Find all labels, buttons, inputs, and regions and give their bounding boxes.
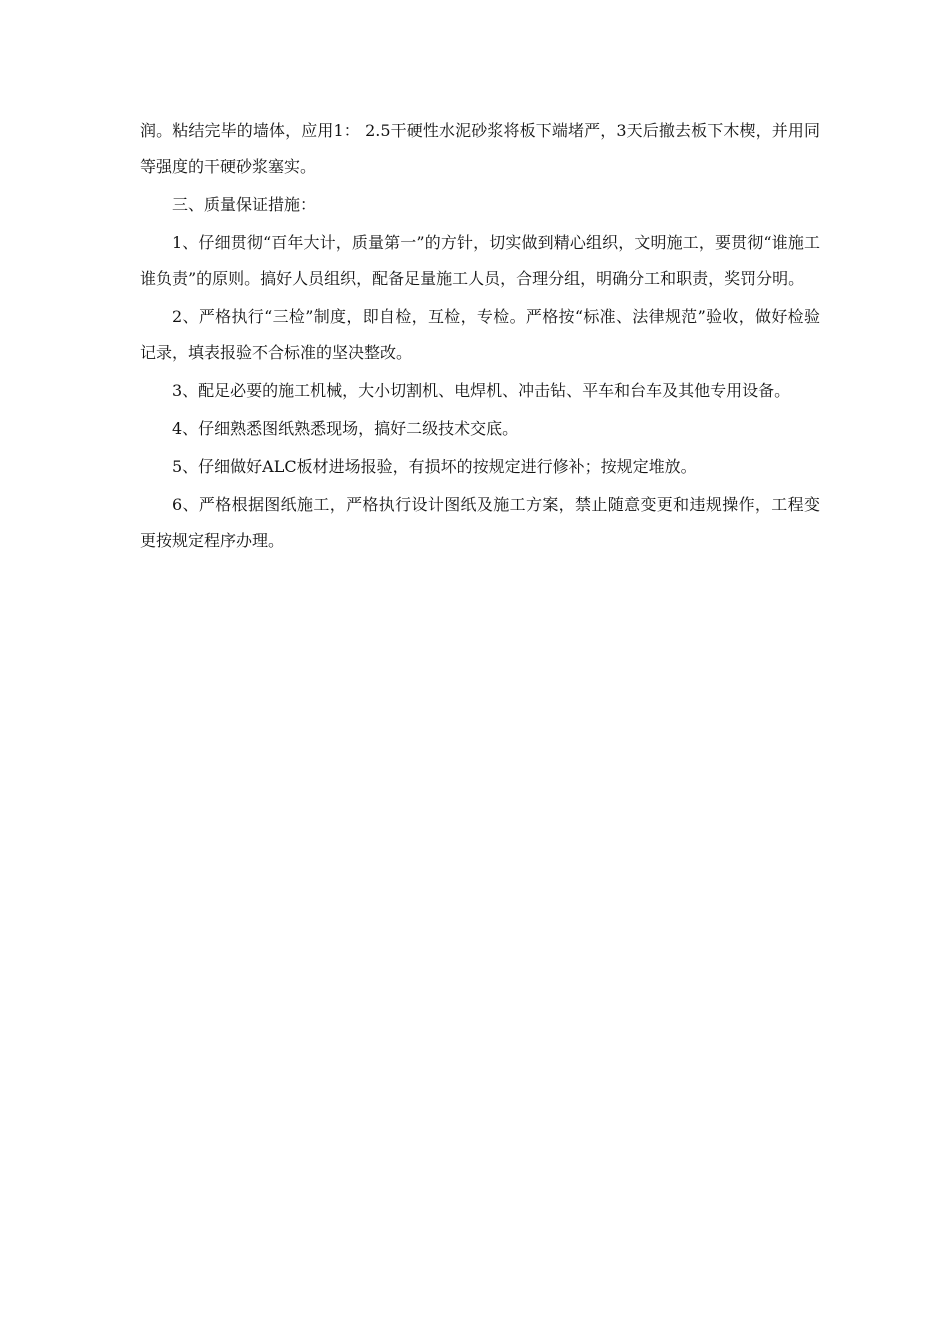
document-body: [140, 113, 820, 561]
list-item-1: 1、仔细贯彻“百年大计，质量第一”的方针，切实做到精心组织，文明施工，要贯彻“谁施工谁负责”的原则。搞好人员组织，配备足量施工人员，合理分组，明确分工和职责，奖罚分明。: [140, 233, 820, 288]
paragraph-continuation: 润。粘结完毕的墙体，应用1： 2.5干硬性水泥砂浆将板下端堵严，3天后撤去板下木楔，并用同等强度的干硬砂浆塞实。: [140, 121, 820, 176]
list-item-2: 2、严格执行“三检”制度，即自检，互检，专检。严格按“标准、法律规范”验收，做好检验记录，填表报验不合标准的坚决整改。: [140, 307, 820, 362]
section-heading-quality-measures: 三、质量保证措施：: [172, 195, 317, 214]
list-item-3: 3、配足必要的施工机械，大小切割机、电焊机、冲击钻、平车和台车及其他专用设备。: [172, 381, 791, 400]
list-item-6: 6、严格根据图纸施工，严格执行设计图纸及施工方案，禁止随意变更和违规操作，工程变更按规定程序办理。: [140, 495, 820, 550]
list-item-4: 4、仔细熟悉图纸熟悉现场，搞好二级技术交底。: [172, 419, 519, 438]
list-item-5: 5、仔细做好ALC板材进场报验，有损坏的按规定进行修补；按规定堆放。: [172, 457, 697, 476]
